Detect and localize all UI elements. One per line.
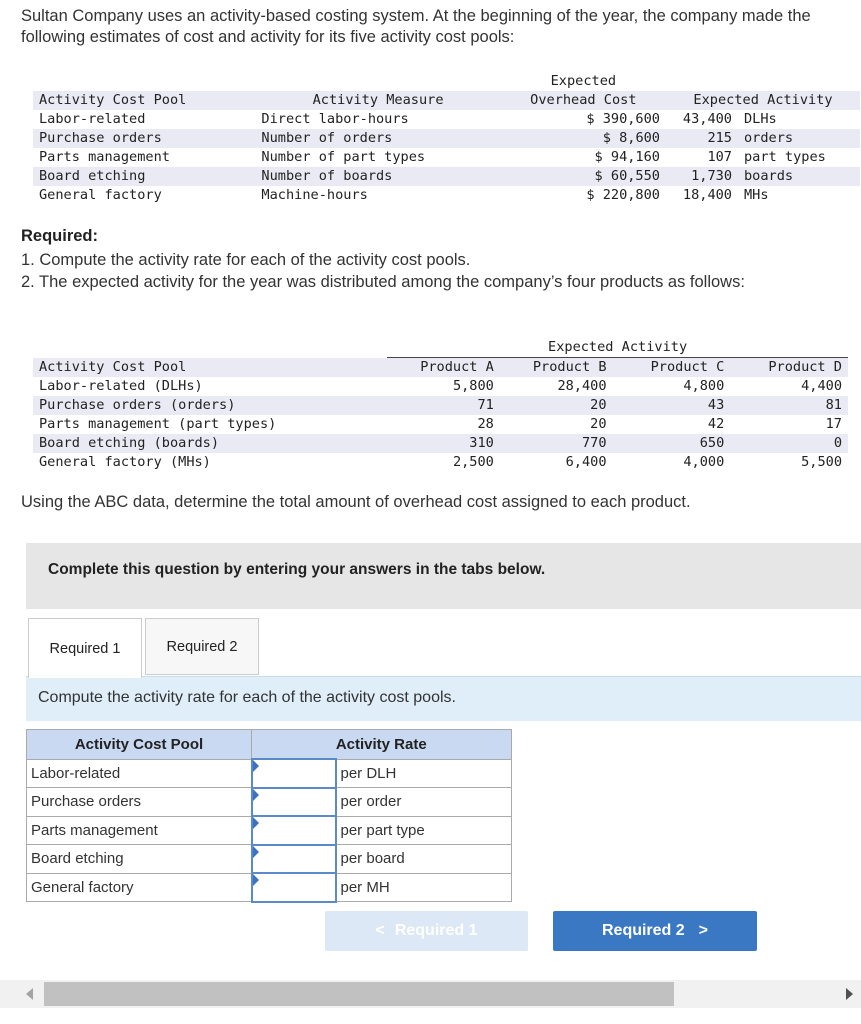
header-activity-rate: Activity Rate — [252, 730, 512, 760]
cell-a: 2,500 — [452, 454, 494, 470]
rate-unit: per board — [336, 845, 512, 874]
row-pool: General factory — [39, 187, 162, 203]
header-pool: Activity Cost Pool — [33, 358, 387, 378]
row-qty: 1,730 — [666, 167, 738, 186]
input-marker-icon — [253, 817, 259, 829]
row-pool-label: Parts management — [27, 816, 252, 845]
row-pool-label: General factory — [27, 873, 252, 902]
row-measure: Number of orders — [255, 129, 500, 148]
cell-b: 20 — [590, 416, 607, 432]
row-measure: Direct labor-hours — [261, 111, 409, 127]
row-pool: Parts management (part types) — [39, 416, 277, 432]
scroll-right-icon[interactable] — [846, 988, 853, 1000]
rate-unit: per DLH — [336, 759, 512, 788]
header-activity: Expected Activity — [666, 91, 860, 110]
row-qty: 107 — [707, 149, 732, 165]
scrollbar-thumb[interactable] — [44, 982, 674, 1006]
cell-d: 81 — [730, 396, 848, 415]
rate-input-purchase-orders[interactable] — [252, 788, 336, 817]
header-measure: Activity Measure — [255, 91, 500, 110]
row-unit: boards — [738, 167, 860, 186]
row-cost: $ 220,800 — [586, 187, 660, 203]
instruction-text: Using the ABC data, determine the total amount of overhead cost assigned to each product. — [21, 493, 691, 511]
header-pool: Activity Cost Pool — [33, 91, 255, 110]
row-unit: MHs — [744, 187, 769, 203]
rate-input-board-etching[interactable] — [252, 845, 336, 874]
row-measure: Number of part types — [261, 149, 426, 165]
cell-d: 0 — [730, 434, 848, 453]
cell-a: 71 — [387, 396, 500, 415]
row-unit: DLHs — [744, 111, 777, 127]
row-pool-label: Purchase orders — [27, 788, 252, 817]
row-qty: 43,400 — [682, 111, 732, 127]
row-cost: $ 390,600 — [586, 111, 660, 127]
row-pool: Parts management — [39, 149, 170, 165]
header-expected: Expected — [550, 73, 617, 89]
cell-d: 4,400 — [801, 378, 842, 394]
header-product-d: Product D — [730, 358, 848, 378]
cell-a: 28 — [477, 416, 494, 432]
required-item-2: 2. The expected activity for the year was distributed among the company’s four products as follows: — [21, 272, 745, 291]
required-list — [21, 250, 841, 293]
scroll-left-icon[interactable] — [26, 988, 33, 1000]
input-marker-icon — [253, 846, 259, 858]
row-pool-label: Labor-related — [27, 759, 252, 788]
input-marker-icon — [253, 874, 259, 886]
tab-required-2[interactable]: Required 2 — [145, 618, 259, 675]
row-qty: 18,400 — [682, 187, 732, 203]
row-measure: Machine-hours — [261, 187, 368, 203]
row-cost: $ 94,160 — [594, 149, 660, 165]
row-unit: part types — [744, 149, 826, 165]
activity-rate-table — [26, 729, 512, 903]
rate-input-labor[interactable] — [252, 759, 336, 788]
cell-c: 4,000 — [683, 454, 725, 470]
required-item-1: 1. Compute the activity rate for each of the activity cost pools. — [21, 251, 471, 269]
cost-estimates-table — [33, 72, 860, 205]
input-marker-icon — [253, 760, 259, 772]
header-activity-cost-pool: Activity Cost Pool — [27, 730, 252, 760]
product-activity-table — [33, 338, 848, 472]
header-expected-activity: Expected Activity — [387, 338, 848, 358]
row-measure: Number of boards — [255, 167, 500, 186]
tab-required-1[interactable]: Required 1 — [28, 618, 142, 678]
prev-button[interactable] — [325, 911, 528, 951]
banner-text: Complete this question by entering your answers in the tabs below. — [48, 561, 546, 578]
rate-unit: per part type — [336, 816, 512, 845]
cell-c: 42 — [707, 416, 725, 432]
row-pool: Purchase orders (orders) — [33, 396, 387, 415]
chevron-right-icon: > — [698, 922, 709, 939]
cell-c: 43 — [613, 396, 731, 415]
cell-d: 5,500 — [801, 454, 842, 470]
required-heading: Required: — [21, 227, 99, 245]
cell-a: 5,800 — [452, 378, 494, 394]
row-qty: 215 — [666, 129, 738, 148]
prev-button-label: Required 1 — [394, 922, 478, 939]
header-product-b: Product B — [500, 358, 613, 378]
chevron-left-icon: < — [375, 922, 385, 939]
row-pool: General factory (MHs) — [39, 454, 211, 470]
rate-input-parts-management[interactable] — [252, 816, 336, 845]
cell-b: 20 — [500, 396, 613, 415]
cell-a: 310 — [387, 434, 500, 453]
header-product-c: Product C — [613, 358, 731, 378]
cell-b: 28,400 — [557, 378, 607, 394]
cell-c: 650 — [613, 434, 731, 453]
input-marker-icon — [253, 789, 259, 801]
intro-text: Sultan Company uses an activity-based costing system. At the beginning of the year, the company made the following estimates of cost and activity for its five activity cost pools: — [21, 7, 811, 46]
next-button-label: Required 2 — [601, 922, 685, 939]
rate-unit: per MH — [336, 873, 512, 902]
row-cost: $ 60,550 — [501, 167, 666, 186]
header-cost: Overhead Cost — [501, 91, 666, 110]
cell-b: 6,400 — [565, 454, 607, 470]
row-pool: Labor-related (DLHs) — [39, 378, 203, 394]
row-unit: orders — [738, 129, 860, 148]
next-button[interactable] — [553, 911, 757, 951]
row-pool-label: Board etching — [27, 845, 252, 874]
rate-input-general-factory[interactable] — [252, 873, 336, 902]
cell-d: 17 — [825, 416, 842, 432]
rate-unit: per order — [336, 788, 512, 817]
header-product-a: Product A — [387, 358, 500, 378]
row-pool: Purchase orders — [33, 129, 255, 148]
row-pool: Labor-related — [39, 111, 146, 127]
row-pool: Board etching — [33, 167, 255, 186]
row-pool: Board etching (boards) — [33, 434, 387, 453]
cell-c: 4,800 — [683, 378, 725, 394]
cell-b: 770 — [500, 434, 613, 453]
instruction-strip-text: Compute the activity rate for each of the activity cost pools. — [38, 689, 456, 706]
row-cost: $ 8,600 — [501, 129, 666, 148]
